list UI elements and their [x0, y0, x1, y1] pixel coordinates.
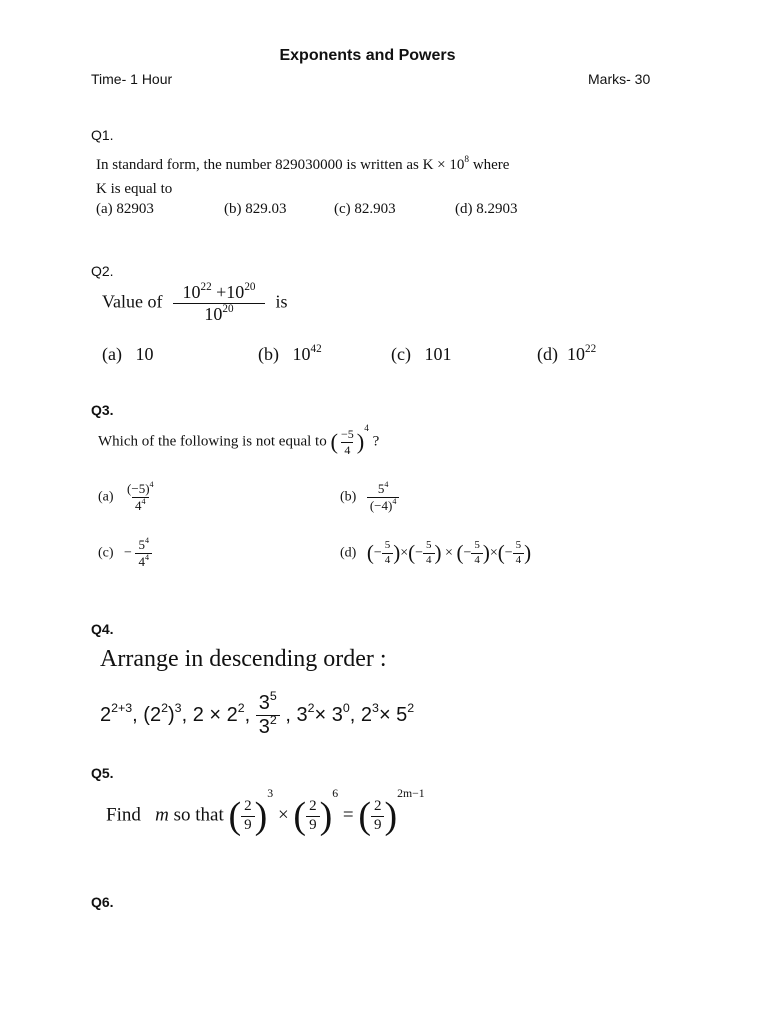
q5-frac-3-num: 2 — [373, 797, 382, 814]
q3-d-times-2: × — [445, 545, 453, 561]
q5-frac-1-num: 2 — [244, 797, 252, 814]
q4-sep-5: , — [349, 703, 361, 726]
q2-option-d-exp: 22 — [585, 342, 597, 355]
q1-line1-text: In standard form, the number 829030000 is written as K × 10 — [96, 157, 465, 173]
q4-term6-base: 2 — [360, 703, 373, 726]
q3-d-den-2: 4 — [423, 553, 435, 567]
q4-term4-num-base: 3 — [258, 692, 270, 714]
q3-qmark: ? — [372, 433, 380, 450]
q3-b-num — [375, 479, 392, 497]
q3-d-close-3: ) — [482, 540, 490, 565]
q3-a-den-exp: 4 — [141, 496, 146, 506]
q4-term4-den-base: 3 — [258, 716, 270, 738]
q3-a-num-exp: 4 — [149, 479, 154, 489]
q3-d-times-3: × — [489, 545, 498, 561]
q3-option-b-label: (b) — [340, 489, 357, 505]
q4-sep-2: , — [181, 703, 193, 726]
q2-option-a-label: (a) — [102, 344, 122, 364]
q5-so-that: so that — [173, 804, 224, 826]
q2-option-c-label: (c) — [391, 344, 411, 364]
q3-d-den-1: 4 — [382, 553, 394, 567]
q4-term2-base: (2 — [143, 703, 162, 726]
q4-sep-4: , — [285, 703, 297, 726]
q4-term6-exp: 3 — [372, 700, 379, 715]
q3-d-den-3: 4 — [471, 553, 483, 567]
q5-expression — [106, 786, 425, 838]
q4-heading: Arrange in descending order : — [100, 646, 387, 672]
q2-option-b-label: (b) — [258, 344, 279, 364]
marks-label: Marks- 30 — [588, 71, 651, 87]
q5-paren-open-1: ( — [228, 795, 242, 837]
q5-label: Q5. — [91, 765, 114, 781]
q1-exponent: 8 — [464, 155, 470, 166]
q3-d-frac-2 — [423, 540, 435, 566]
q2-option-b-exp: 42 — [310, 342, 322, 355]
q5-times: × — [277, 804, 289, 826]
q4-term5-mid: × 3 — [314, 703, 343, 726]
q4-sep-3: , — [244, 703, 256, 726]
q3-d-close-2: ) — [434, 540, 442, 565]
q5-paren-close-1: ) — [254, 795, 268, 837]
q3-d-close-4: ) — [524, 540, 532, 565]
q5-frac-2-den: 9 — [306, 816, 320, 834]
q4-term5-base: 3 — [296, 703, 308, 726]
q5-find: Find — [106, 804, 141, 826]
q5-paren-open-3: ( — [358, 795, 371, 837]
q3-c-num — [135, 535, 152, 553]
q4-sep-1: , — [132, 703, 144, 726]
q4-term1-exp: 2+3 — [111, 700, 133, 715]
q3-option-c[interactable] — [98, 535, 152, 569]
q3-b-den-exp: 4 — [392, 496, 397, 506]
q3-c-num-exp: 4 — [144, 535, 149, 545]
q3-d-times-1: × — [400, 545, 409, 561]
q1-line2: K is equal to — [96, 181, 173, 197]
q4-term1-base: 2 — [100, 703, 112, 726]
q3-d-sign-2: − — [415, 545, 424, 561]
q3-d-num-1: 5 — [384, 539, 391, 551]
q3-option-a-label: (a) — [98, 489, 114, 505]
q2-expression — [102, 280, 288, 324]
q3-paren-open: ( — [330, 429, 338, 455]
q2-num-base1: 10 — [182, 282, 201, 302]
q3-question — [98, 424, 380, 457]
q5-frac-3 — [371, 799, 385, 834]
q3-d-close-1: ) — [393, 540, 401, 565]
q3-question-text: Which of the following is not equal to — [98, 433, 327, 450]
q1-option-b[interactable]: (b) 829.03 — [224, 201, 287, 217]
q4-term2-close: ) — [167, 703, 175, 726]
q3-d-frac-4 — [513, 540, 525, 566]
time-label: Time- 1 Hour — [91, 71, 173, 87]
q3-d-open-1: ( — [366, 540, 374, 565]
q1-option-a[interactable]: (a) 82903 — [96, 201, 154, 217]
q3-a-num — [124, 479, 157, 497]
q4-term4-den — [256, 715, 280, 738]
q1-line1 — [96, 153, 509, 177]
q2-den-exp: 20 — [222, 302, 234, 315]
q4-term4-den-exp: 2 — [269, 713, 277, 728]
q2-option-c[interactable] — [391, 344, 451, 365]
q5-frac-2-num: 2 — [309, 797, 317, 814]
q3-d-open-2: ( — [408, 540, 416, 565]
q3-a-den-base: 4 — [135, 497, 142, 513]
q3-c-num-base: 5 — [138, 537, 145, 552]
q4-term4-num — [256, 689, 280, 715]
q3-b-den — [367, 497, 400, 513]
q2-prefix: Value of — [102, 291, 163, 312]
q3-d-open-3: ( — [456, 540, 464, 565]
q5-paren-close-2: ) — [319, 795, 333, 837]
q5-frac-1-den: 9 — [241, 816, 255, 834]
q1-label: Q1. — [91, 127, 114, 143]
q2-num-op: +10 — [211, 282, 245, 302]
q1-line1-tail: where — [469, 157, 510, 173]
q5-frac-2 — [306, 799, 320, 834]
q3-option-b[interactable] — [340, 479, 399, 513]
q2-option-a[interactable] — [102, 344, 153, 365]
q3-option-b-fraction — [367, 479, 400, 513]
q3-option-a[interactable] — [98, 479, 157, 513]
q3-option-d-label: (d) — [340, 545, 357, 561]
q2-den-base: 10 — [204, 303, 223, 324]
q2-numerator — [180, 280, 259, 303]
q4-term2-exp2: 3 — [174, 700, 182, 715]
q2-option-a-value: 10 — [135, 344, 154, 364]
q2-option-c-value: 101 — [424, 344, 452, 364]
q4-term4-fraction — [256, 689, 280, 738]
q4-term6-exp2: 2 — [407, 700, 415, 715]
q5-frac-1 — [241, 799, 255, 834]
q1-option-c[interactable]: (c) 82.903 — [334, 201, 396, 217]
q3-d-sign-3: − — [463, 545, 472, 561]
q3-paren-close: ) — [356, 429, 365, 455]
q3-b-den-base: (−4) — [369, 497, 393, 513]
q4-term5-exp: 2 — [307, 700, 315, 715]
q3-option-c-label: (c) — [98, 545, 114, 561]
q2-num-exp1: 22 — [200, 280, 212, 293]
q5-variable: m — [155, 804, 169, 826]
q3-d-num-2: 5 — [426, 539, 432, 551]
q5-paren-open-2: ( — [293, 795, 307, 837]
q4-term5-exp2: 0 — [342, 700, 350, 715]
q2-label: Q2. — [91, 263, 114, 279]
q3-d-frac-1 — [382, 540, 394, 566]
page-title: Exponents and Powers — [279, 47, 456, 64]
q3-exp: 4 — [364, 424, 369, 435]
q2-option-d[interactable] — [537, 344, 596, 365]
q3-frac-den: 4 — [341, 442, 353, 457]
q5-exp-2: 6 — [332, 786, 339, 800]
q3-d-num-4: 5 — [515, 539, 522, 551]
q3-d-den-4: 4 — [513, 553, 525, 567]
q1-question — [96, 153, 509, 201]
q5-equals: = — [342, 804, 354, 826]
q3-c-sign: − — [124, 545, 132, 561]
q2-option-b-value: 10 — [292, 344, 311, 364]
q3-c-den-base: 4 — [138, 553, 145, 569]
q5-frac-3-den: 9 — [371, 816, 385, 834]
q5-paren-close-3: ) — [384, 795, 398, 837]
q4-term3-base: 2 × 2 — [192, 703, 238, 726]
q2-suffix: is — [275, 291, 288, 312]
q3-fraction — [338, 428, 357, 456]
q3-a-num-base: (−5) — [127, 481, 150, 496]
q3-option-d[interactable] — [340, 540, 531, 566]
q1-option-d[interactable]: (d) 8.2903 — [455, 201, 518, 217]
q4-label: Q4. — [91, 621, 114, 637]
q3-label: Q3. — [91, 402, 114, 418]
q3-d-sign-4: − — [504, 545, 513, 561]
q2-num-exp2: 20 — [244, 280, 256, 293]
q3-d-frac-3 — [471, 540, 483, 566]
q5-exp-1: 3 — [267, 786, 274, 800]
q3-b-num-exp: 4 — [384, 479, 389, 489]
q6-label: Q6. — [91, 894, 114, 910]
q3-option-a-fraction — [124, 479, 157, 513]
q4-term2-exp: 2 — [161, 700, 168, 715]
q2-option-b[interactable] — [258, 344, 322, 365]
q4-expression — [100, 689, 415, 738]
q3-b-num-base: 5 — [377, 481, 385, 496]
q4-term3-exp: 2 — [237, 700, 245, 715]
q2-option-d-value: 10 — [567, 344, 585, 364]
q4-term4-num-exp: 5 — [269, 689, 277, 704]
q2-option-d-label: (d) — [537, 344, 558, 364]
q3-option-c-fraction — [135, 535, 152, 569]
q3-c-den — [135, 553, 152, 569]
q3-d-open-4: ( — [497, 540, 505, 565]
q4-term6-mid: × 5 — [378, 703, 408, 726]
q2-denominator — [173, 303, 265, 324]
q3-frac-num: −5 — [340, 427, 354, 441]
q3-c-den-exp: 4 — [144, 552, 149, 562]
q2-fraction — [173, 280, 265, 324]
q3-d-sign-1: − — [373, 545, 382, 561]
q3-d-num-3: 5 — [474, 539, 480, 551]
q3-a-den — [132, 497, 149, 513]
q5-exp-3: 2m−1 — [397, 786, 425, 800]
